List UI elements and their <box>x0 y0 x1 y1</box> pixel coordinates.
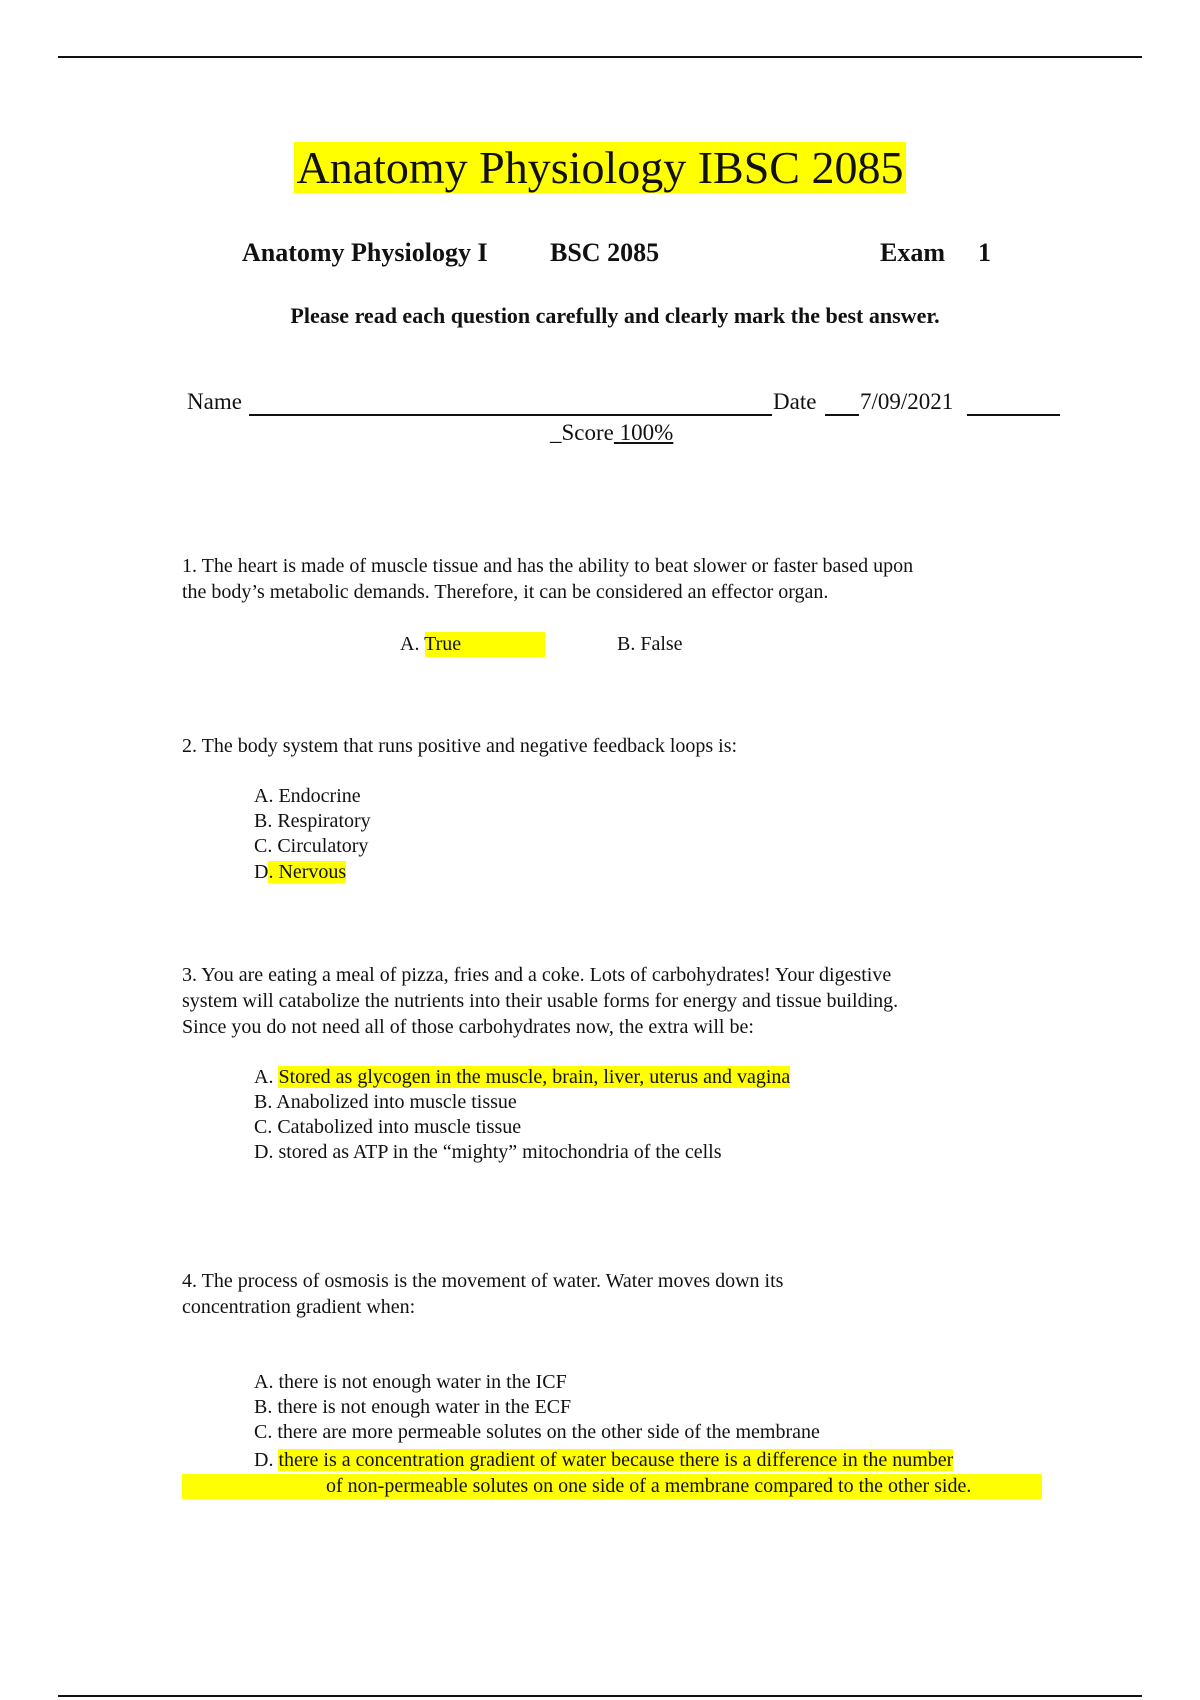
question-4-option-b[interactable]: B. there is not enough water in the ECF <box>254 1396 572 1418</box>
question-2-option-b[interactable]: B. Respiratory <box>254 810 371 832</box>
question-text-line: 2. The body system that runs positive and negative feedback loops is: <box>182 735 738 757</box>
date-blank-left <box>825 414 859 416</box>
question-2-option-d[interactable]: D. Nervous <box>254 861 347 883</box>
question-text-line: 4. The process of osmosis is the movement of water. Water moves down its <box>182 1270 784 1292</box>
question-3-option-c[interactable]: C. Catabolized into muscle tissue <box>254 1116 522 1138</box>
date-value: 7/09/2021 <box>860 389 954 414</box>
question-4-option-d[interactable]: D. there is a concentration gradient of water because there is a difference in the number <box>254 1449 954 1471</box>
question-1-option-b[interactable]: B. False <box>617 633 683 655</box>
score-label: _Score <box>550 420 614 445</box>
course-name: Anatomy Physiology I <box>242 238 488 267</box>
question-text-line: system will catabolize the nutrients into their usable forms for energy and tissue building. <box>182 990 899 1012</box>
exam-header <box>0 238 1200 274</box>
question-3-option-a[interactable]: A. Stored as glycogen in the muscle, brain, liver, uterus and vagina <box>254 1066 791 1088</box>
question-text-line: 3. You are eating a meal of pizza, fries and a coke. Lots of carbohydrates! Your digestive <box>182 964 892 986</box>
question-1 <box>182 553 913 605</box>
question-text-line: Since you do not need all of those carbohydrates now, the extra will be: <box>182 1016 754 1038</box>
date-label: Date <box>773 389 817 414</box>
date-blank-right <box>967 414 1060 416</box>
exam-label: Exam <box>880 238 945 267</box>
instructions: Please read each question carefully and clearly mark the best answer. <box>290 303 940 328</box>
score <box>550 420 673 446</box>
question-4-option-c[interactable]: C. there are more permeable solutes on the other side of the membrane <box>254 1421 820 1443</box>
score-value: 100% <box>619 420 674 445</box>
question-2-option-a[interactable]: A. Endocrine <box>254 785 361 807</box>
question-3-option-b[interactable]: B. Anabolized into muscle tissue <box>254 1091 517 1113</box>
question-text-line: 1. The heart is made of muscle tissue and has the ability to beat slower or faster based upon <box>182 555 914 577</box>
bottom-rule <box>58 1695 1142 1697</box>
question-text-line: concentration gradient when: <box>182 1296 416 1318</box>
name-label: Name <box>187 389 242 414</box>
question-3 <box>182 962 898 1040</box>
exam-number: 1 <box>978 238 991 267</box>
question-1-option-a[interactable]: A. True <box>400 633 462 655</box>
course-code: BSC 2085 <box>550 238 660 267</box>
question-4-option-a[interactable]: A. there is not enough water in the ICF <box>254 1371 567 1393</box>
question-2-option-c[interactable]: C. Circulatory <box>254 835 369 857</box>
question-3-option-d[interactable]: D. stored as ATP in the “mighty” mitochondria of the cells <box>254 1141 722 1163</box>
document-title: Anatomy Physiology IBSC 2085 <box>296 142 904 193</box>
question-4 <box>182 1268 783 1320</box>
question-text-line: the body’s metabolic demands. Therefore, it can be considered an effector organ. <box>182 581 829 603</box>
question-4-option-d-continuation: of non-permeable solutes on one side of a membrane compared to the other side. <box>326 1475 972 1497</box>
top-rule <box>58 56 1142 58</box>
name-blank[interactable] <box>249 414 772 416</box>
question-2 <box>182 733 737 759</box>
